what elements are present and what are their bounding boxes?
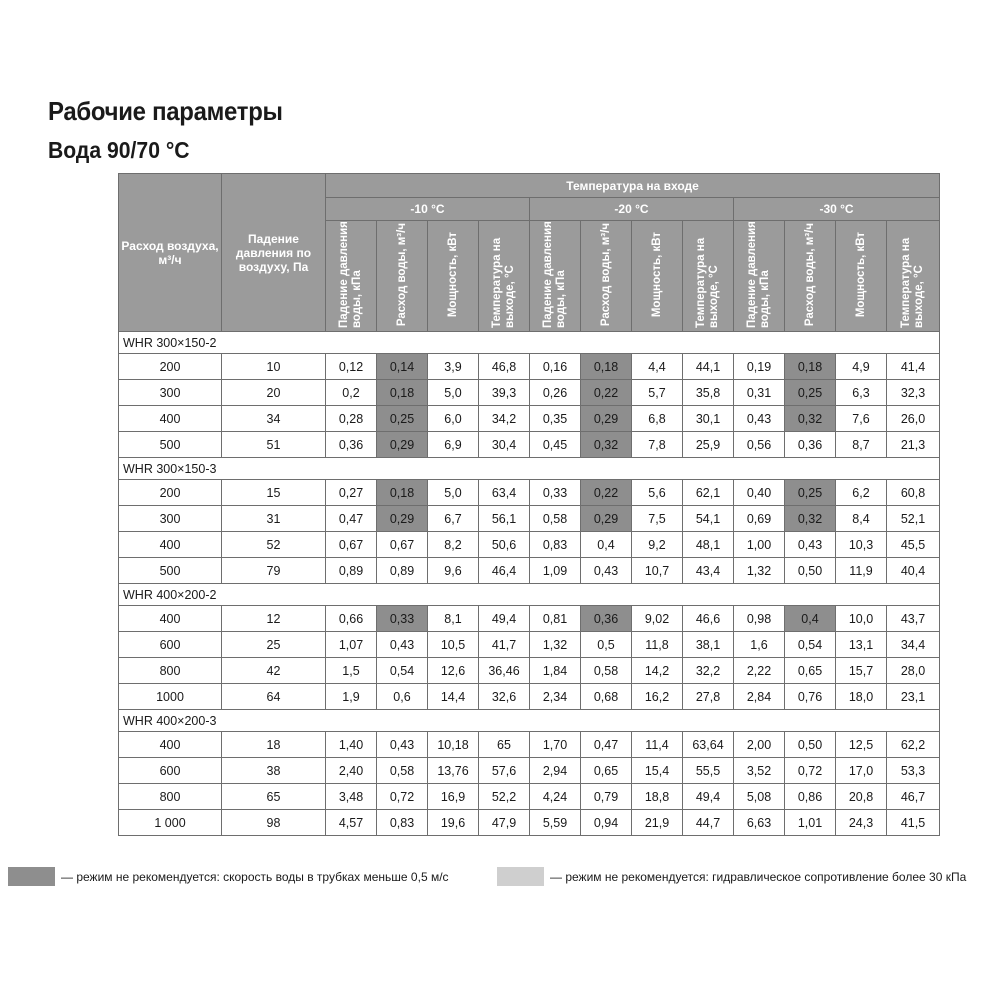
table-cell: 14,4 — [428, 684, 479, 710]
header-subcol — [785, 221, 836, 332]
table-cell: 27,8 — [683, 684, 734, 710]
table-cell: 25 — [222, 632, 326, 658]
table-cell: 0,36 — [326, 432, 377, 458]
table-cell: 300 — [119, 506, 222, 532]
table-cell: 46,4 — [479, 558, 530, 584]
header-outlet-temperature: Температура на выходе, °С — [900, 237, 926, 328]
table-cell: 0,43 — [377, 632, 428, 658]
header-power: Мощность, кВт — [854, 231, 867, 318]
table-cell: 41,7 — [479, 632, 530, 658]
table-row — [119, 632, 940, 658]
header-power: Мощность, кВт — [650, 231, 663, 318]
table-cell: 0,89 — [326, 558, 377, 584]
table-cell: 1,07 — [326, 632, 377, 658]
table-cell: 6,7 — [428, 506, 479, 532]
table-cell: 28,0 — [887, 658, 940, 684]
table-cell: 0,36 — [581, 606, 632, 632]
table-cell: 1,5 — [326, 658, 377, 684]
table-cell: 400 — [119, 532, 222, 558]
header-subcol — [326, 221, 377, 332]
table-cell: 0,14 — [377, 354, 428, 380]
table-cell: 57,6 — [479, 758, 530, 784]
table-cell: 21,3 — [887, 432, 940, 458]
table-cell: 13,1 — [836, 632, 887, 658]
table-row — [119, 732, 940, 758]
header-water-flow: Расход воды, м³/ч — [803, 222, 816, 327]
group-name: WHR 400×200-3 — [119, 710, 940, 732]
table-cell: 0,79 — [581, 784, 632, 810]
header-water-flow: Расход воды, м³/ч — [599, 222, 612, 327]
table-cell: 34 — [222, 406, 326, 432]
header-outlet-temperature: Температура на выходе, °С — [491, 237, 516, 328]
table-cell: 9,6 — [428, 558, 479, 584]
table-cell: 2,84 — [734, 684, 785, 710]
table-cell: 0,16 — [530, 354, 581, 380]
table-cell: 1,09 — [530, 558, 581, 584]
table-cell: 0,65 — [785, 658, 836, 684]
table-cell: 24,3 — [836, 810, 887, 836]
header-airflow: Расход воздуха, м³/ч — [119, 174, 222, 332]
table-row — [119, 480, 940, 506]
table-cell: 53,3 — [887, 758, 940, 784]
table-cell: 6,63 — [734, 810, 785, 836]
table-cell: 31 — [222, 506, 326, 532]
table-cell: 0,29 — [581, 406, 632, 432]
table-cell: 16,2 — [632, 684, 683, 710]
table-cell: 11,4 — [632, 732, 683, 758]
table-cell: 400 — [119, 732, 222, 758]
header-subcol — [836, 221, 887, 332]
table-cell: 0,26 — [530, 380, 581, 406]
table-cell: 0,83 — [530, 532, 581, 558]
header-subcol — [581, 221, 632, 332]
table-cell: 46,6 — [683, 606, 734, 632]
table-cell: 12 — [222, 606, 326, 632]
table-cell: 0,58 — [530, 506, 581, 532]
table-header — [119, 174, 940, 332]
table-row — [119, 810, 940, 836]
table-cell: 0,33 — [377, 606, 428, 632]
table-cell: 50,6 — [479, 532, 530, 558]
table-cell: 34,4 — [887, 632, 940, 658]
table-cell: 0,45 — [530, 432, 581, 458]
table-cell: 0,28 — [326, 406, 377, 432]
table-cell: 43,7 — [887, 606, 940, 632]
table-cell: 0,6 — [377, 684, 428, 710]
table-cell: 0,69 — [734, 506, 785, 532]
header-water-pressure-drop: Падение давления воды, кПа — [542, 221, 567, 328]
header-subcol — [428, 221, 479, 332]
table-cell: 6,2 — [836, 480, 887, 506]
table-cell: 0,29 — [377, 506, 428, 532]
table-cell: 44,1 — [683, 354, 734, 380]
header-subcol — [887, 221, 940, 332]
legend-light — [497, 867, 966, 886]
table-cell: 18,8 — [632, 784, 683, 810]
table-cell: 0,4 — [581, 532, 632, 558]
table-cell: 0,25 — [785, 380, 836, 406]
table-cell: 79 — [222, 558, 326, 584]
table-cell: 4,9 — [836, 354, 887, 380]
table-cell: 3,9 — [428, 354, 479, 380]
table-cell: 0,22 — [581, 480, 632, 506]
table-cell: 1,32 — [734, 558, 785, 584]
table-cell: 0,72 — [785, 758, 836, 784]
table-cell: 0,54 — [785, 632, 836, 658]
table-cell: 300 — [119, 380, 222, 406]
table-cell: 0,25 — [785, 480, 836, 506]
table-cell: 65 — [479, 732, 530, 758]
table-cell: 6,8 — [632, 406, 683, 432]
table-cell: 23,1 — [887, 684, 940, 710]
table-cell: 46,7 — [887, 784, 940, 810]
group-header-row — [119, 584, 940, 606]
table-cell: 800 — [119, 658, 222, 684]
table-cell: 54,1 — [683, 506, 734, 532]
table-cell: 0,58 — [581, 658, 632, 684]
table-cell: 0,43 — [581, 558, 632, 584]
table-cell: 200 — [119, 480, 222, 506]
table-cell: 30,4 — [479, 432, 530, 458]
table-row — [119, 532, 940, 558]
table-cell: 8,4 — [836, 506, 887, 532]
table-cell: 0,31 — [734, 380, 785, 406]
table-cell: 38,1 — [683, 632, 734, 658]
table-cell: 52 — [222, 532, 326, 558]
table-cell: 5,6 — [632, 480, 683, 506]
table-cell: 0,86 — [785, 784, 836, 810]
table-cell: 41,5 — [887, 810, 940, 836]
table-cell: 30,1 — [683, 406, 734, 432]
header-subcol — [377, 221, 428, 332]
table-cell: 42 — [222, 658, 326, 684]
table-cell: 32,2 — [683, 658, 734, 684]
table-cell: 0,32 — [785, 406, 836, 432]
table-cell: 55,5 — [683, 758, 734, 784]
table-cell: 15,7 — [836, 658, 887, 684]
table-cell: 0,54 — [377, 658, 428, 684]
table-cell: 0,18 — [377, 380, 428, 406]
table-cell: 9,2 — [632, 532, 683, 558]
table-cell: 1,01 — [785, 810, 836, 836]
table-cell: 4,24 — [530, 784, 581, 810]
table-cell: 10,0 — [836, 606, 887, 632]
table-cell: 0,32 — [581, 432, 632, 458]
group-name: WHR 400×200-2 — [119, 584, 940, 606]
table-cell: 0,18 — [581, 354, 632, 380]
table-cell: 15,4 — [632, 758, 683, 784]
header-temp-minus-20: -20 °С — [530, 198, 734, 221]
group-header-row — [119, 710, 940, 732]
table-cell: 48,1 — [683, 532, 734, 558]
table-cell: 0,2 — [326, 380, 377, 406]
table-row — [119, 606, 940, 632]
table-cell: 1,40 — [326, 732, 377, 758]
table-cell: 52,2 — [479, 784, 530, 810]
table-cell: 6,3 — [836, 380, 887, 406]
header-air-pressure-drop: Падение давления по воздуху, Па — [222, 174, 326, 332]
table-cell: 18,0 — [836, 684, 887, 710]
table-cell: 45,5 — [887, 532, 940, 558]
table-cell: 11,8 — [632, 632, 683, 658]
table-cell: 64 — [222, 684, 326, 710]
legend-dark-swatch — [8, 867, 55, 886]
table-cell: 0,47 — [326, 506, 377, 532]
table-cell: 21,9 — [632, 810, 683, 836]
table-cell: 32,6 — [479, 684, 530, 710]
table-cell: 36,46 — [479, 658, 530, 684]
table-cell: 62,2 — [887, 732, 940, 758]
table-cell: 12,5 — [836, 732, 887, 758]
table-cell: 35,8 — [683, 380, 734, 406]
table-cell: 17,0 — [836, 758, 887, 784]
table-row — [119, 784, 940, 810]
table-row — [119, 406, 940, 432]
table-cell: 0,29 — [581, 506, 632, 532]
table-cell: 6,9 — [428, 432, 479, 458]
table-cell: 2,00 — [734, 732, 785, 758]
header-inlet-temperature: Температура на входе — [326, 174, 940, 198]
table-cell: 0,66 — [326, 606, 377, 632]
table-row — [119, 506, 940, 532]
table-cell: 47,9 — [479, 810, 530, 836]
table-cell: 40,4 — [887, 558, 940, 584]
header-water-pressure-drop: Падение давления воды, кПа — [338, 221, 363, 328]
table-cell: 500 — [119, 432, 222, 458]
table-cell: 0,98 — [734, 606, 785, 632]
table-cell: 0,33 — [530, 480, 581, 506]
table-cell: 62,1 — [683, 480, 734, 506]
table-cell: 7,8 — [632, 432, 683, 458]
table-cell: 0,32 — [785, 506, 836, 532]
table-cell: 26,0 — [887, 406, 940, 432]
table-cell: 200 — [119, 354, 222, 380]
legend-dark-label: — режим не рекомендуется: скорость воды в трубках меньше 0,5 м/с — [61, 869, 449, 884]
table-cell: 0,40 — [734, 480, 785, 506]
table-cell: 10,3 — [836, 532, 887, 558]
table-cell: 60,8 — [887, 480, 940, 506]
table-cell: 39,3 — [479, 380, 530, 406]
table-cell: 49,4 — [479, 606, 530, 632]
table-cell: 0,65 — [581, 758, 632, 784]
table-cell: 400 — [119, 606, 222, 632]
table-cell: 3,48 — [326, 784, 377, 810]
page-title: Рабочие параметры — [48, 96, 283, 126]
legend-dark — [8, 867, 449, 886]
group-header-row — [119, 332, 940, 354]
table-cell: 0,83 — [377, 810, 428, 836]
table-cell: 1,32 — [530, 632, 581, 658]
table-cell: 14,2 — [632, 658, 683, 684]
table-cell: 44,7 — [683, 810, 734, 836]
table-cell: 98 — [222, 810, 326, 836]
table-cell: 0,27 — [326, 480, 377, 506]
header-subcol — [479, 221, 530, 332]
table-cell: 8,1 — [428, 606, 479, 632]
table-cell: 0,89 — [377, 558, 428, 584]
table-cell: 4,4 — [632, 354, 683, 380]
table-cell: 0,43 — [377, 732, 428, 758]
table-cell: 10,18 — [428, 732, 479, 758]
table-cell: 1,70 — [530, 732, 581, 758]
table-cell: 0,22 — [581, 380, 632, 406]
table-cell: 2,34 — [530, 684, 581, 710]
table-row — [119, 658, 940, 684]
table-cell: 0,4 — [785, 606, 836, 632]
table-cell: 0,43 — [785, 532, 836, 558]
group-name: WHR 300×150-2 — [119, 332, 940, 354]
table-row — [119, 558, 940, 584]
table-cell: 52,1 — [887, 506, 940, 532]
table-cell: 18 — [222, 732, 326, 758]
table-cell: 0,76 — [785, 684, 836, 710]
table-cell: 500 — [119, 558, 222, 584]
table-cell: 5,0 — [428, 480, 479, 506]
table-cell: 0,67 — [377, 532, 428, 558]
header-power: Мощность, кВт — [446, 231, 459, 318]
table-cell: 0,68 — [581, 684, 632, 710]
header-outlet-temperature: Температура на выходе, °С — [695, 237, 720, 328]
legend-light-swatch — [497, 867, 544, 886]
table-cell: 65 — [222, 784, 326, 810]
table-cell: 7,5 — [632, 506, 683, 532]
table-cell: 7,6 — [836, 406, 887, 432]
table-cell: 9,02 — [632, 606, 683, 632]
table-cell: 600 — [119, 758, 222, 784]
table-cell: 32,3 — [887, 380, 940, 406]
table-cell: 34,2 — [479, 406, 530, 432]
table-cell: 41,4 — [887, 354, 940, 380]
table-cell: 5,59 — [530, 810, 581, 836]
table-cell: 3,52 — [734, 758, 785, 784]
table-cell: 2,94 — [530, 758, 581, 784]
table-cell: 10,5 — [428, 632, 479, 658]
table-cell: 1 000 — [119, 810, 222, 836]
table-cell: 0,5 — [581, 632, 632, 658]
table-cell: 46,8 — [479, 354, 530, 380]
table-cell: 10,7 — [632, 558, 683, 584]
header-temp-minus-10: -10 °С — [326, 198, 530, 221]
legend-light-label: — режим не рекомендуется: гидравлическое сопротивление более 30 кПа — [550, 869, 967, 884]
table-cell: 6,0 — [428, 406, 479, 432]
table-row — [119, 684, 940, 710]
table-cell: 51 — [222, 432, 326, 458]
table-cell: 0,18 — [785, 354, 836, 380]
table-cell: 0,50 — [785, 558, 836, 584]
table-cell: 800 — [119, 784, 222, 810]
table-cell: 10 — [222, 354, 326, 380]
table-row — [119, 432, 940, 458]
table-cell: 0,58 — [377, 758, 428, 784]
table-cell: 56,1 — [479, 506, 530, 532]
table-cell: 0,36 — [785, 432, 836, 458]
table-cell: 63,4 — [479, 480, 530, 506]
table-cell: 0,47 — [581, 732, 632, 758]
table-cell: 0,81 — [530, 606, 581, 632]
table-cell: 8,2 — [428, 532, 479, 558]
header-subcol — [683, 221, 734, 332]
table-cell: 0,72 — [377, 784, 428, 810]
table-cell: 5,0 — [428, 380, 479, 406]
table-cell: 43,4 — [683, 558, 734, 584]
header-subcol — [632, 221, 683, 332]
table-cell: 13,76 — [428, 758, 479, 784]
table-cell: 19,6 — [428, 810, 479, 836]
table-cell: 0,67 — [326, 532, 377, 558]
table-cell: 11,9 — [836, 558, 887, 584]
table-cell: 63,64 — [683, 732, 734, 758]
table-cell: 0,56 — [734, 432, 785, 458]
table-cell: 0,35 — [530, 406, 581, 432]
table-cell: 0,19 — [734, 354, 785, 380]
table-cell: 12,6 — [428, 658, 479, 684]
table-body — [119, 332, 940, 836]
table-cell: 2,40 — [326, 758, 377, 784]
table-cell: 1,00 — [734, 532, 785, 558]
group-name: WHR 300×150-3 — [119, 458, 940, 480]
table-cell: 0,43 — [734, 406, 785, 432]
table-cell: 0,50 — [785, 732, 836, 758]
table-cell: 0,18 — [377, 480, 428, 506]
table-row — [119, 354, 940, 380]
header-water-flow: Расход воды, м³/ч — [395, 222, 408, 327]
header-water-pressure-drop: Падение давления воды, кПа — [746, 221, 771, 328]
table-row — [119, 758, 940, 784]
table-row — [119, 380, 940, 406]
header-subcol — [734, 221, 785, 332]
header-temp-minus-30: -30 °С — [734, 198, 940, 221]
table-cell: 0,25 — [377, 406, 428, 432]
table-cell: 1,9 — [326, 684, 377, 710]
table-cell: 25,9 — [683, 432, 734, 458]
table-cell: 5,7 — [632, 380, 683, 406]
table-cell: 15 — [222, 480, 326, 506]
table-cell: 38 — [222, 758, 326, 784]
table-cell: 600 — [119, 632, 222, 658]
table-cell: 0,29 — [377, 432, 428, 458]
table-cell: 4,57 — [326, 810, 377, 836]
table-cell: 49,4 — [683, 784, 734, 810]
group-header-row — [119, 458, 940, 480]
table-cell: 20,8 — [836, 784, 887, 810]
table-cell: 0,12 — [326, 354, 377, 380]
header-subcol — [530, 221, 581, 332]
page-subtitle: Вода 90/70 °С — [48, 137, 190, 163]
table-cell: 1000 — [119, 684, 222, 710]
table-cell: 20 — [222, 380, 326, 406]
table-cell: 0,94 — [581, 810, 632, 836]
parameters-table — [118, 173, 940, 836]
table-cell: 1,6 — [734, 632, 785, 658]
table-cell: 1,84 — [530, 658, 581, 684]
table-cell: 2,22 — [734, 658, 785, 684]
table-cell: 16,9 — [428, 784, 479, 810]
table-cell: 5,08 — [734, 784, 785, 810]
table-cell: 400 — [119, 406, 222, 432]
table-cell: 8,7 — [836, 432, 887, 458]
